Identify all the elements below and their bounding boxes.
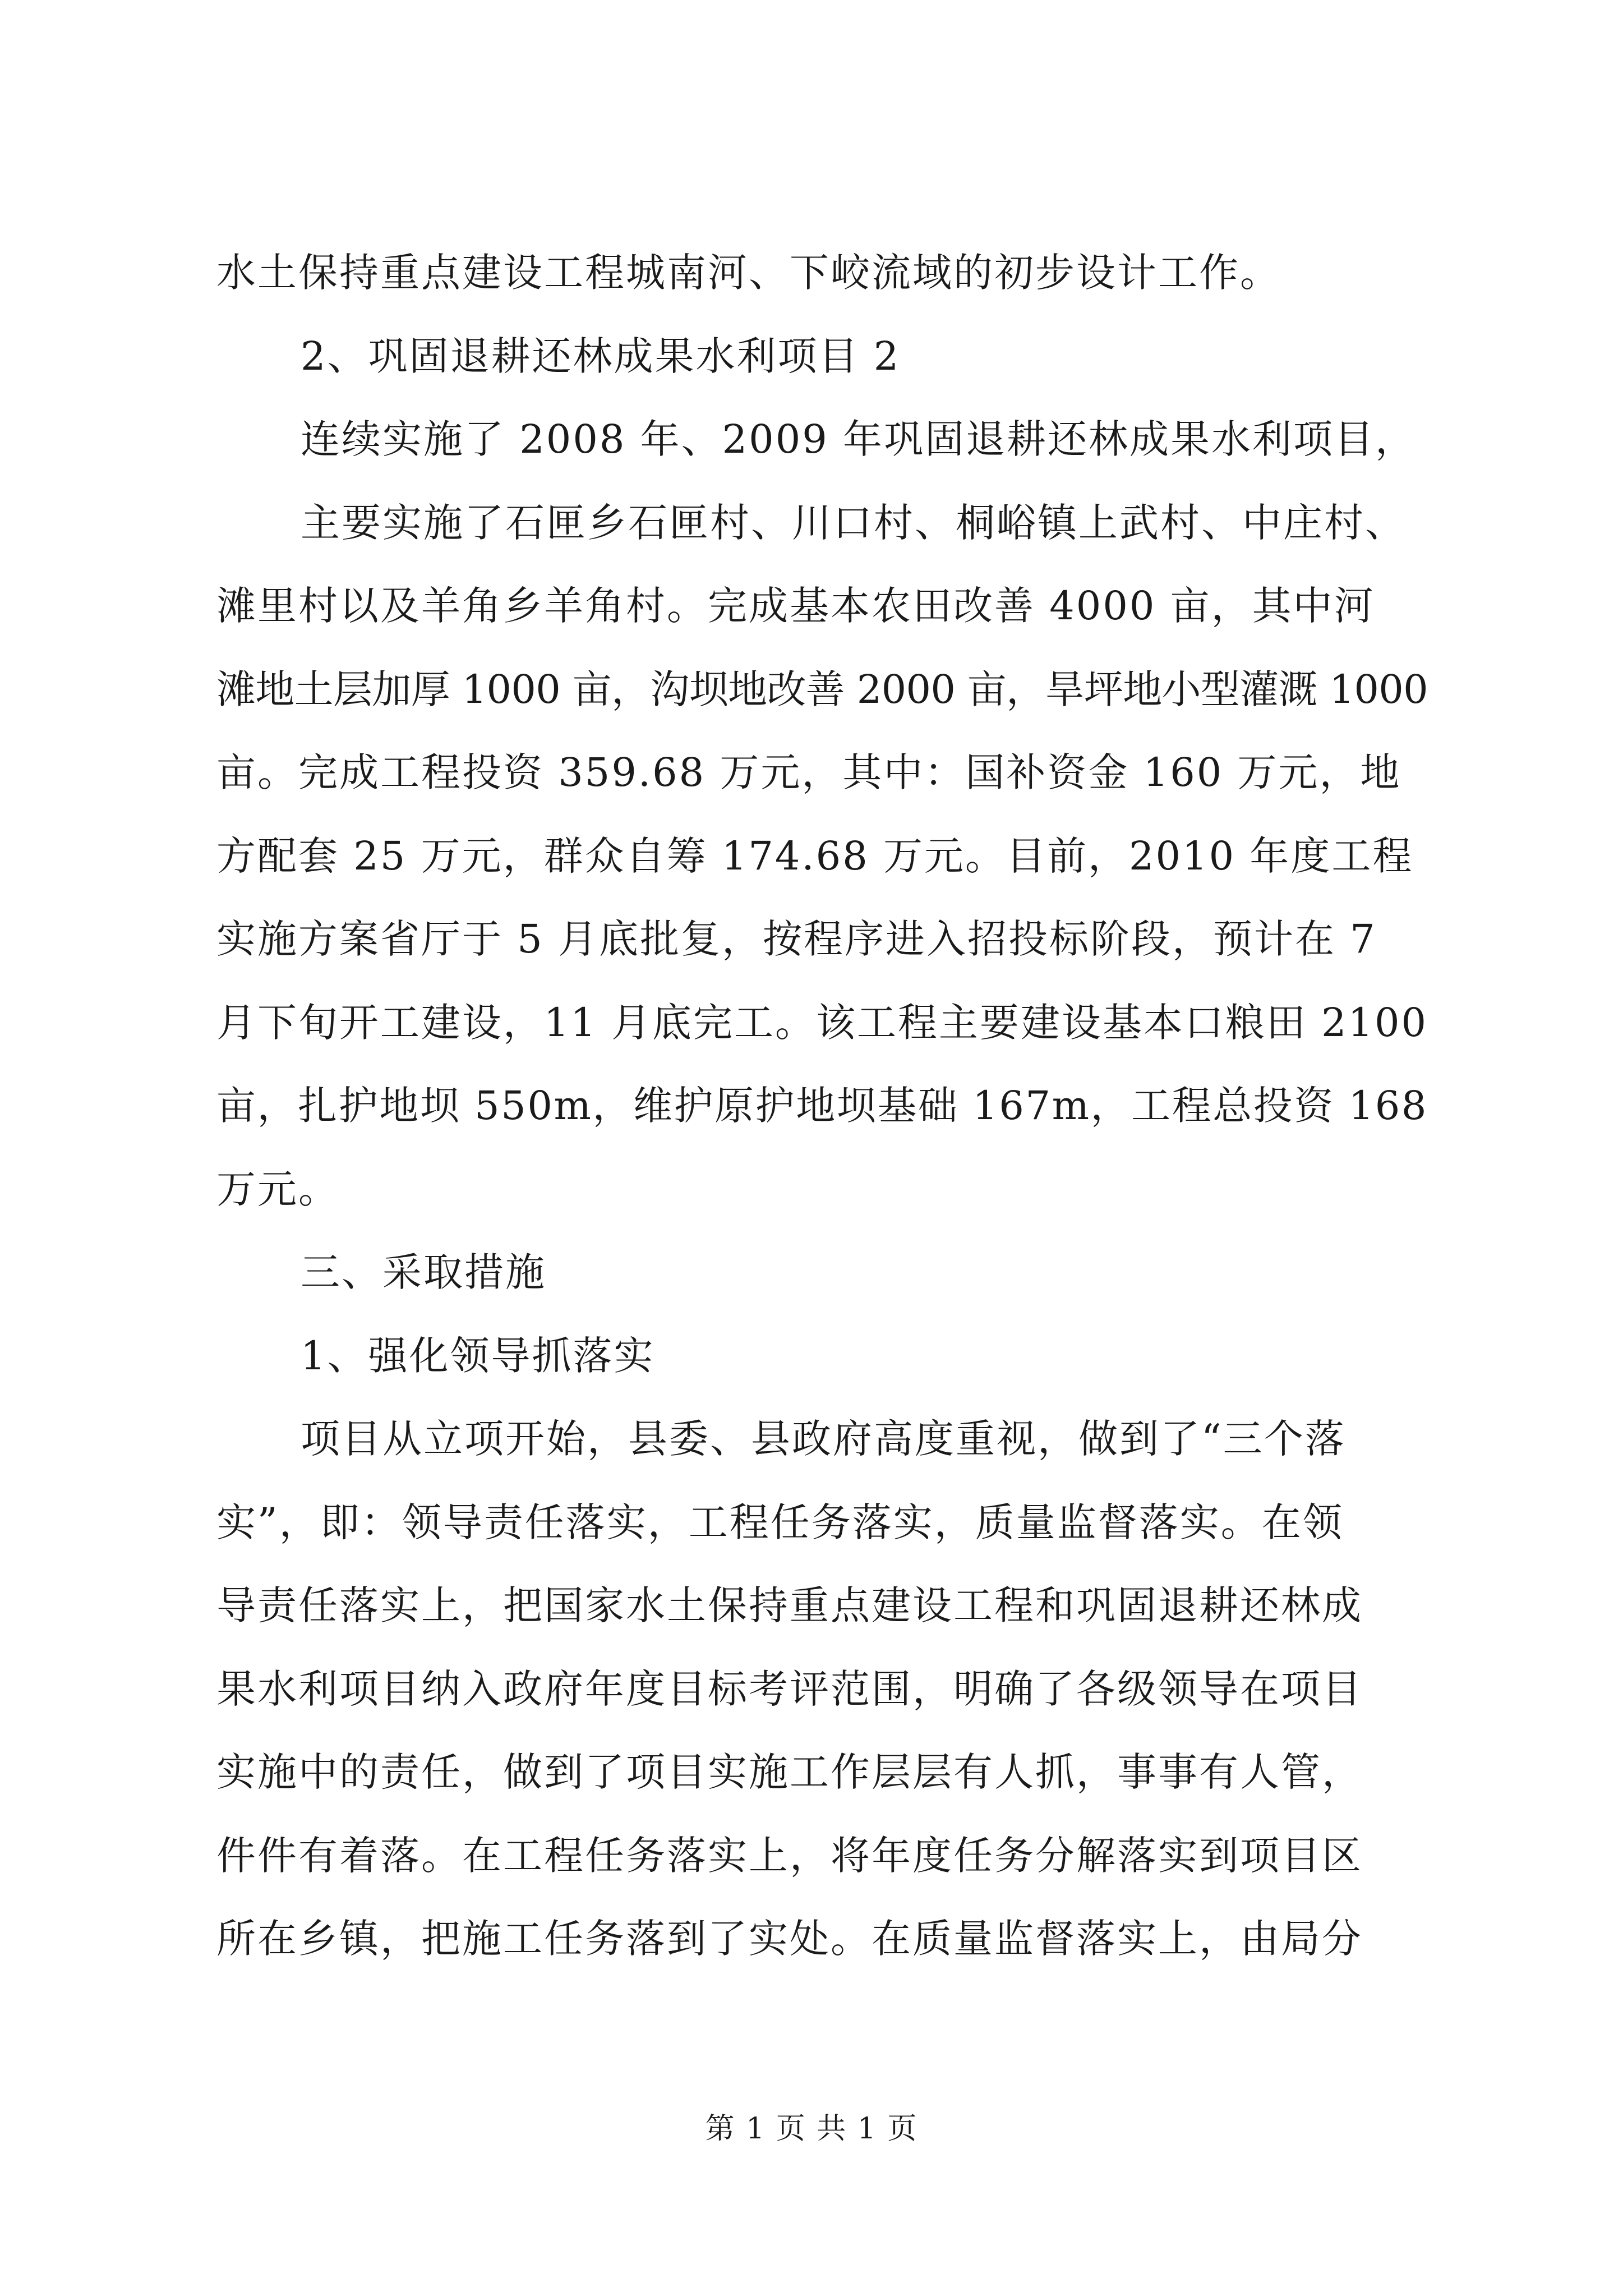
text-line: 主要实施了石匣乡石匣村、川口村、桐峪镇上武村、中庄村、 xyxy=(301,499,1406,546)
text-line: 万元。 xyxy=(216,1166,339,1212)
page-footer: 第 1 页 共 1 页 xyxy=(705,2112,918,2146)
text-line: 滩里村以及羊角乡羊角村。完成基本农田改善 4000 亩，其中河 xyxy=(216,583,1375,629)
text-line: 1、强化领导抓落实 xyxy=(301,1332,655,1379)
text-line: 实施方案省厅于 5 月底批复，按程序进入招投标阶段，预计在 7 xyxy=(216,916,1377,962)
text-line: 方配套 25 万元，群众自筹 174.68 万元。目前，2010 年度工程 xyxy=(216,832,1414,879)
document-body xyxy=(216,231,1428,1981)
text-line: 项目从立项开始，县委、县政府高度重视，做到了“三个落 xyxy=(301,1416,1346,1462)
text-line: 亩。完成工程投资 359.68 万元，其中：国补资金 160 万元，地 xyxy=(216,749,1401,795)
text-line: 2、巩固退耕还林成果水利项目 2 xyxy=(301,333,901,379)
text-line: 连续实施了 2008 年、2009 年巩固退耕还林成果水利项目， xyxy=(301,416,1417,462)
text-line: 月下旬开工建设，11 月底完工。该工程主要建设基本口粮田 2100 xyxy=(216,999,1428,1046)
text-line: 件件有着落。在工程任务落实上，将年度任务分解落实到项目区 xyxy=(216,1832,1363,1879)
text-line: 所在乡镇，把施工任务落到了实处。在质量监督落实上，由局分 xyxy=(216,1916,1363,1962)
text-line: 三、采取措施 xyxy=(301,1249,546,1295)
text-line: 导责任落实上，把国家水土保持重点建设工程和巩固退耕还林成 xyxy=(216,1582,1363,1628)
text-line: 实施中的责任，做到了项目实施工作层层有人抓，事事有人管， xyxy=(216,1749,1363,1795)
text-line: 果水利项目纳入政府年度目标考评范围，明确了各级领导在项目 xyxy=(216,1665,1363,1712)
text-line: 亩，扎护地坝 550m，维护原护地坝基础 167m，工程总投资 168 xyxy=(216,1083,1428,1129)
text-line: 水土保持重点建设工程城南河、下峧流域的初步设计工作。 xyxy=(216,250,1281,296)
text-line: 实”，即：领导责任落实，工程任务落实，质量监督落实。在领 xyxy=(216,1499,1344,1545)
text-line: 滩地土层加厚 1000 亩，沟坝地改善 2000 亩，旱坪地小型灌溉 1000 xyxy=(216,666,1428,712)
